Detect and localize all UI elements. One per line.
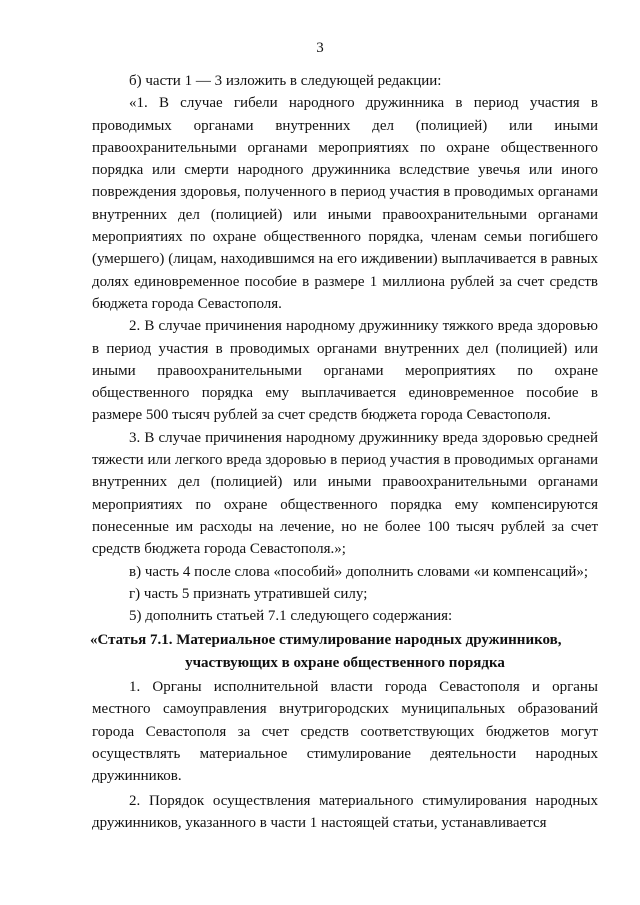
article-heading-line-1: «Статья 7.1. Материальное стимулирование народных дружинников, [90, 632, 562, 649]
paragraph-article-part-2: 2. Порядок осуществления материального стимулирования народных дружинников, указанного в части 1 настоящей статьи, устанавливается [92, 792, 598, 831]
document-body [92, 70, 598, 834]
paragraph-amendment-b: б) части 1 — 3 изложить в следующей редакции: [129, 73, 442, 89]
article-heading [92, 629, 598, 674]
paragraph-article-part-1: 1. Органы исполнительной власти города Севастополя и органы местного самоуправления внутригородских муниципальных образований города Севастополя за счет средств соответствующих бюджетов могут осуществлять материальное стимулирование деятельности народных дружинников. [92, 679, 598, 785]
paragraph-amendment-g: г) часть 5 признать утратившей силу; [129, 585, 368, 602]
paragraph-part-2: 2. В случае причинения народному дружиннику тяжкого вреда здоровью в период участия в проводимых органами внутренних дел (полицией) или иными правоохранительными органами мероприятиях по охране общественного порядка ему выплачивается единовременное пособие в размере 500 тысяч рублей за счет средств бюджета города Севастополя. [92, 318, 598, 424]
paragraph-part-1: «1. В случае гибели народного дружинника в период участия в проводимых органами внутренних дел (полицией) или иными правоохранительными органами мероприятиях по охране общественного порядка или смерти народного дружинника вследствие увечья или иного повреждения здоровья, полученного в период участия в проводимых органами внутренних дел (полицией) или иными правоохранительными органами мероприятиях по охране общественного порядка, членам семьи погибшего (умершего) (лицам, находившимся на его иждивении) выплачивается в равных долях единовременное пособие в размере 1 миллиона рублей за счет средств бюджета города Севастополя. [92, 95, 598, 312]
page-number: 3 [316, 40, 324, 56]
paragraph-amendment-v: в) часть 4 после слова «пособий» дополнить словами «и компенсаций»; [129, 563, 589, 580]
paragraph-amendment-5: 5) дополнить статьей 7.1 следующего содержания: [129, 608, 453, 625]
article-heading-line-2: участвующих в охране общественного порядка [185, 654, 505, 671]
paragraph-part-3: 3. В случае причинения народному дружиннику вреда здоровью средней тяжести или легкого вреда здоровью в период участия в проводимых органами внутренних дел (полицией) или иными правоохранительными органами мероприятиях по охране общественного порядка ему компенсируются понесенные им расходы на лечение, но не более 100 тысяч рублей за счет средств бюджета города Севастополя.»; [92, 429, 598, 558]
